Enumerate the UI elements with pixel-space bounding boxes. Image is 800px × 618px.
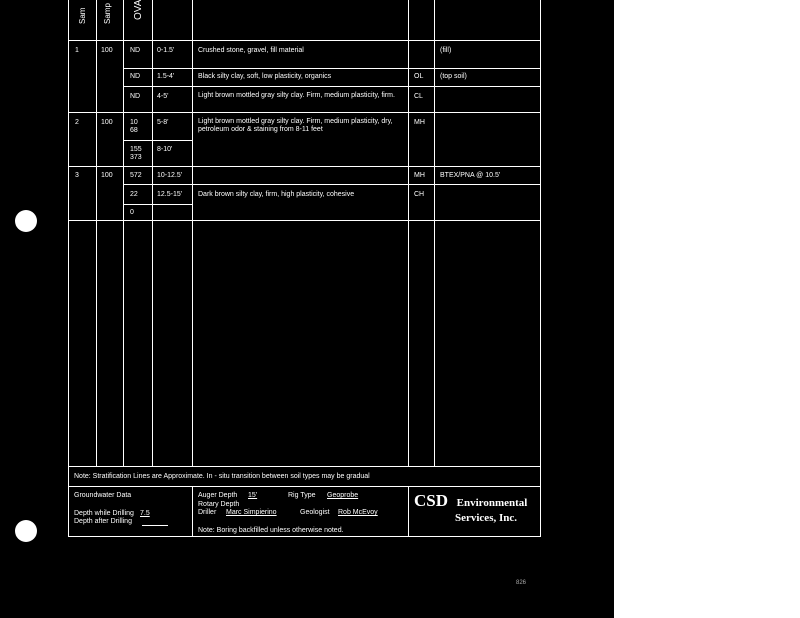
backfill-note: Note: Boring backfilled unless otherwise noted. xyxy=(198,527,344,534)
cell-recovery: 100 xyxy=(101,47,113,54)
rig-type-label: Rig Type xyxy=(288,492,316,499)
cell-uscs: CH xyxy=(414,191,425,198)
col-sep-4 xyxy=(192,0,193,466)
row-line-6 xyxy=(123,184,541,185)
cell-ova: 572 xyxy=(130,172,142,179)
cell-recovery: 100 xyxy=(101,172,113,179)
header-sample-number: Sam xyxy=(78,7,87,24)
cell-description: Light brown mottled gray silty clay. Firm, medium plasticity, dry, petroleum odor & staining from 8-11 feet xyxy=(198,118,393,133)
depth-while-drilling-value: 7.5 xyxy=(140,510,150,517)
cell-remarks: BTEX/PNA @ 10.5' xyxy=(440,172,501,179)
cell-ova: 22 xyxy=(130,191,138,198)
binder-hole-top xyxy=(15,210,37,232)
cell-depth: 0-1.5' xyxy=(157,47,175,54)
note-top-line xyxy=(68,466,541,467)
cell-description: Crushed stone, gravel, fill material xyxy=(198,47,304,54)
header-sample-recovery: Samp xyxy=(103,3,112,24)
company-logo-csd: CSD xyxy=(414,491,449,510)
footer-sep-1 xyxy=(192,486,193,536)
cell-sample: 3 xyxy=(75,172,79,179)
row-line-8 xyxy=(68,220,541,221)
cell-depth: 5-8' xyxy=(157,119,169,126)
cell-uscs: MH xyxy=(414,119,425,126)
cell-recovery: 100 xyxy=(101,119,113,126)
cell-ova: ND xyxy=(130,73,141,80)
header-ova: OVA xyxy=(133,0,144,20)
cell-depth: 12.5-15' xyxy=(157,191,183,198)
cell-uscs: CL xyxy=(414,93,423,100)
footer-bottom-line xyxy=(68,536,541,537)
cell-remarks: (top soil) xyxy=(440,73,467,80)
row-line-4 xyxy=(123,140,192,141)
company-name-line1: Environmental xyxy=(456,497,528,509)
rig-type-value: Geoprobe xyxy=(327,492,359,499)
groundwater-label: Groundwater Data xyxy=(74,492,132,499)
footer-sep-2 xyxy=(408,486,409,536)
driller-value: Marc Simpierino xyxy=(226,509,277,516)
cell-description: Dark brown silty clay, firm, high plasticity, cohesive xyxy=(198,191,355,198)
cell-ova: 10 68 xyxy=(130,119,138,134)
row-line-7 xyxy=(123,204,192,205)
page-number: 826 xyxy=(516,580,527,586)
geologist-value: Rob McEvoy xyxy=(338,509,378,516)
cell-ova: 0 xyxy=(130,209,134,216)
header-bottom-line xyxy=(68,40,541,41)
cell-depth: 8-10' xyxy=(157,146,173,153)
col-sep-2 xyxy=(123,0,124,466)
cell-depth: 1.5-4' xyxy=(157,73,175,80)
depth-after-drilling-value xyxy=(142,518,168,526)
row-line-3 xyxy=(68,112,541,113)
geologist-label: Geologist xyxy=(300,509,330,516)
col-sep-1 xyxy=(96,0,97,466)
cell-uscs: OL xyxy=(414,73,424,80)
row-line-2 xyxy=(123,86,541,87)
cell-description: Light brown mottled gray silty clay. Firm, medium plasticity, firm. xyxy=(198,92,395,99)
cell-remarks: (fill) xyxy=(440,47,452,54)
cell-depth: 10-12.5' xyxy=(157,172,183,179)
cell-ova: ND xyxy=(130,47,141,54)
cell-ova: 155 373 xyxy=(130,146,142,161)
depth-after-drilling-label: Depth after Drilling xyxy=(74,518,132,525)
binder-hole-bottom xyxy=(15,520,37,542)
cell-description: Black silty clay, soft, low plasticity, organics xyxy=(198,73,332,80)
col-sep-3 xyxy=(152,0,153,466)
cell-uscs: MH xyxy=(414,172,425,179)
auger-depth-value: 15' xyxy=(248,492,258,499)
row-line-1 xyxy=(123,68,541,69)
table-right-border xyxy=(540,0,541,537)
table-left-border xyxy=(68,0,69,537)
rotary-depth-label: Rotary Depth xyxy=(198,501,240,508)
depth-while-drilling-label: Depth while Drilling xyxy=(74,510,134,517)
cell-sample: 2 xyxy=(75,119,79,126)
col-sep-6 xyxy=(434,0,435,466)
driller-label: Driller xyxy=(198,509,217,516)
company-name-line2: Services, Inc. xyxy=(454,512,517,524)
stratification-note: Note: Stratification Lines are Approximate. In - situ transition between soil types may be gradual xyxy=(74,473,370,480)
auger-depth-label: Auger Depth xyxy=(198,492,238,499)
cell-depth: 4-5' xyxy=(157,93,169,100)
col-sep-5 xyxy=(408,0,409,466)
footer-top-line xyxy=(68,486,541,487)
row-line-5 xyxy=(68,166,541,167)
cell-ova: ND xyxy=(130,93,141,100)
cell-sample: 1 xyxy=(75,47,79,54)
